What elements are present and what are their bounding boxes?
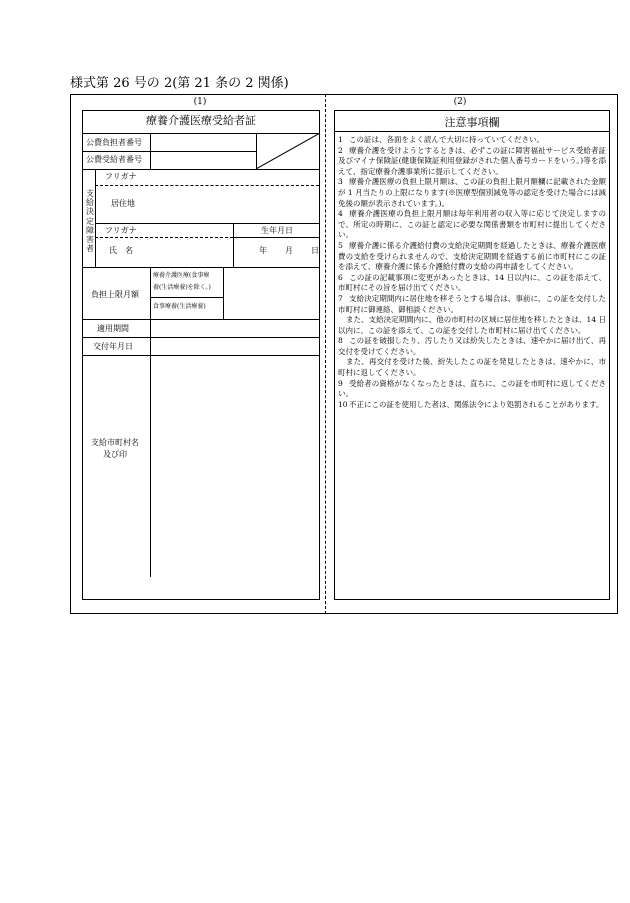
note-item: 1 この証は、各面をよく読んで大切に持っていてください。 <box>338 135 544 144</box>
period-label: 適用期間 <box>97 324 129 333</box>
applicant-vertical-label: 支 給 決 定 障 害 者 <box>86 189 94 254</box>
rule <box>150 133 151 169</box>
rule <box>233 237 319 238</box>
rule <box>95 223 319 224</box>
rule <box>223 267 224 319</box>
birthdate-label: 生年月日 <box>261 226 293 235</box>
municipality-label-2: 及び印 <box>103 450 127 459</box>
name-label: 氏 名 <box>109 246 133 255</box>
recipient-number-label: 公費受給者番号 <box>86 155 142 164</box>
note-item: 4 療養介護医療の負担上限月額は毎年利用者の収入等に応じて決定しますので、所定の時期に、この証と認定に必要な関係書類を市町村に提出してください。 <box>338 209 606 240</box>
note-subitem: また、再交付を受けた後、紛失したこの証を発見したときは、速やかに、市町村に返してください。 <box>338 357 606 378</box>
note-subitem: また、支給決定期間内に、他の市町村の区域に居住地を移したときは、14 日以内に、この証を添えて、この証を交付した市町村に届け出てください。 <box>338 315 606 335</box>
monthly-cap-label: 負担上限月額 <box>91 290 139 299</box>
panel-number-2: (2) <box>453 97 467 107</box>
form-title: 様式第 26 号の 2(第 21 条の 2 関係) <box>70 76 289 91</box>
care-medical-label-1: 療養介護医療(食事療 <box>153 272 210 279</box>
certificate-panel <box>82 110 320 600</box>
panel-divider <box>325 94 326 614</box>
notes-title: 注意事項欄 <box>444 116 500 129</box>
note-item: 8 この証を破損したり、汚したり又は紛失したときは、速やかに届け出て、再交付を受けてください。 <box>338 336 606 356</box>
rule <box>95 185 319 186</box>
diagonal-strike <box>256 133 320 169</box>
rule <box>83 319 319 320</box>
rule <box>83 151 256 152</box>
note-item: 6 この証の記載事項に変更があったときは、14 日以内に、この証を添えて、市町村にその旨を届け出てください。 <box>338 272 606 293</box>
note-item: 7 支給決定期間内に居住地を移そうとする場合は、事前に、この証を交付した市町村に御連絡、御相談ください。 <box>338 293 606 314</box>
date-day: 日 <box>311 246 319 255</box>
notes-panel <box>334 110 610 600</box>
note-item: 10不正にこの証を使用した者は、関係法令により処罰されることがあります。 <box>338 399 604 409</box>
rule <box>150 267 151 577</box>
care-medical-label-2: 養(生活療養)を除く。) <box>153 284 211 291</box>
note-item: 3 療養介護医療の負担上限月額は、この証の負担上限月額欄に記載された金額が 1 月当たりの上限になります(※医療型個別減免等の認定を受けた場合には減免後の額が表示されています。)。 <box>338 177 606 208</box>
furigana-label-2: フリガナ <box>105 226 137 235</box>
municipality-label-1: 支給市町村名 <box>91 438 139 447</box>
note-item: 5 療養介護に係る介護給付費の支給決定期間を経過したときは、療養介護医療費の支給を受けられませんので、支給決定期間を経過する前に市町村にこの証を添えて、療養介護に係る介護給付費の支給の再申請をしてください。 <box>338 240 606 272</box>
address-label: 居住地 <box>111 199 135 208</box>
panel-number-1: (1) <box>193 97 207 107</box>
issue-date-label: 交付年月日 <box>93 342 133 351</box>
note-item: 9 受給者の資格がなくなったときは、直ちに、この証を市町村に返してください。 <box>338 378 606 399</box>
rule <box>95 237 233 238</box>
note-item: 2 療養介護を受けようとするときは、必ずこの証に障害福祉サービス受給者証及びマイナ保険証(健康保険証利用登録がされた個人番号カードをいう。)等を添えて、指定療養介護事業所に提示してください。 <box>338 145 606 176</box>
rule <box>83 355 319 356</box>
furigana-label: フリガナ <box>105 172 137 181</box>
notes-list <box>338 135 606 410</box>
payer-number-label: 公費負担者番号 <box>86 138 142 147</box>
date-year: 年 <box>259 246 267 255</box>
meal-label: 食事療養(生活療養) <box>153 303 206 310</box>
rule <box>233 223 234 267</box>
rule <box>83 267 319 268</box>
rule <box>83 337 319 338</box>
rule <box>95 169 96 267</box>
date-month: 月 <box>285 246 293 255</box>
rule <box>83 169 319 170</box>
rule <box>150 297 223 298</box>
rule <box>335 131 609 132</box>
certificate-title: 療養介護医療受給者証 <box>146 114 256 127</box>
